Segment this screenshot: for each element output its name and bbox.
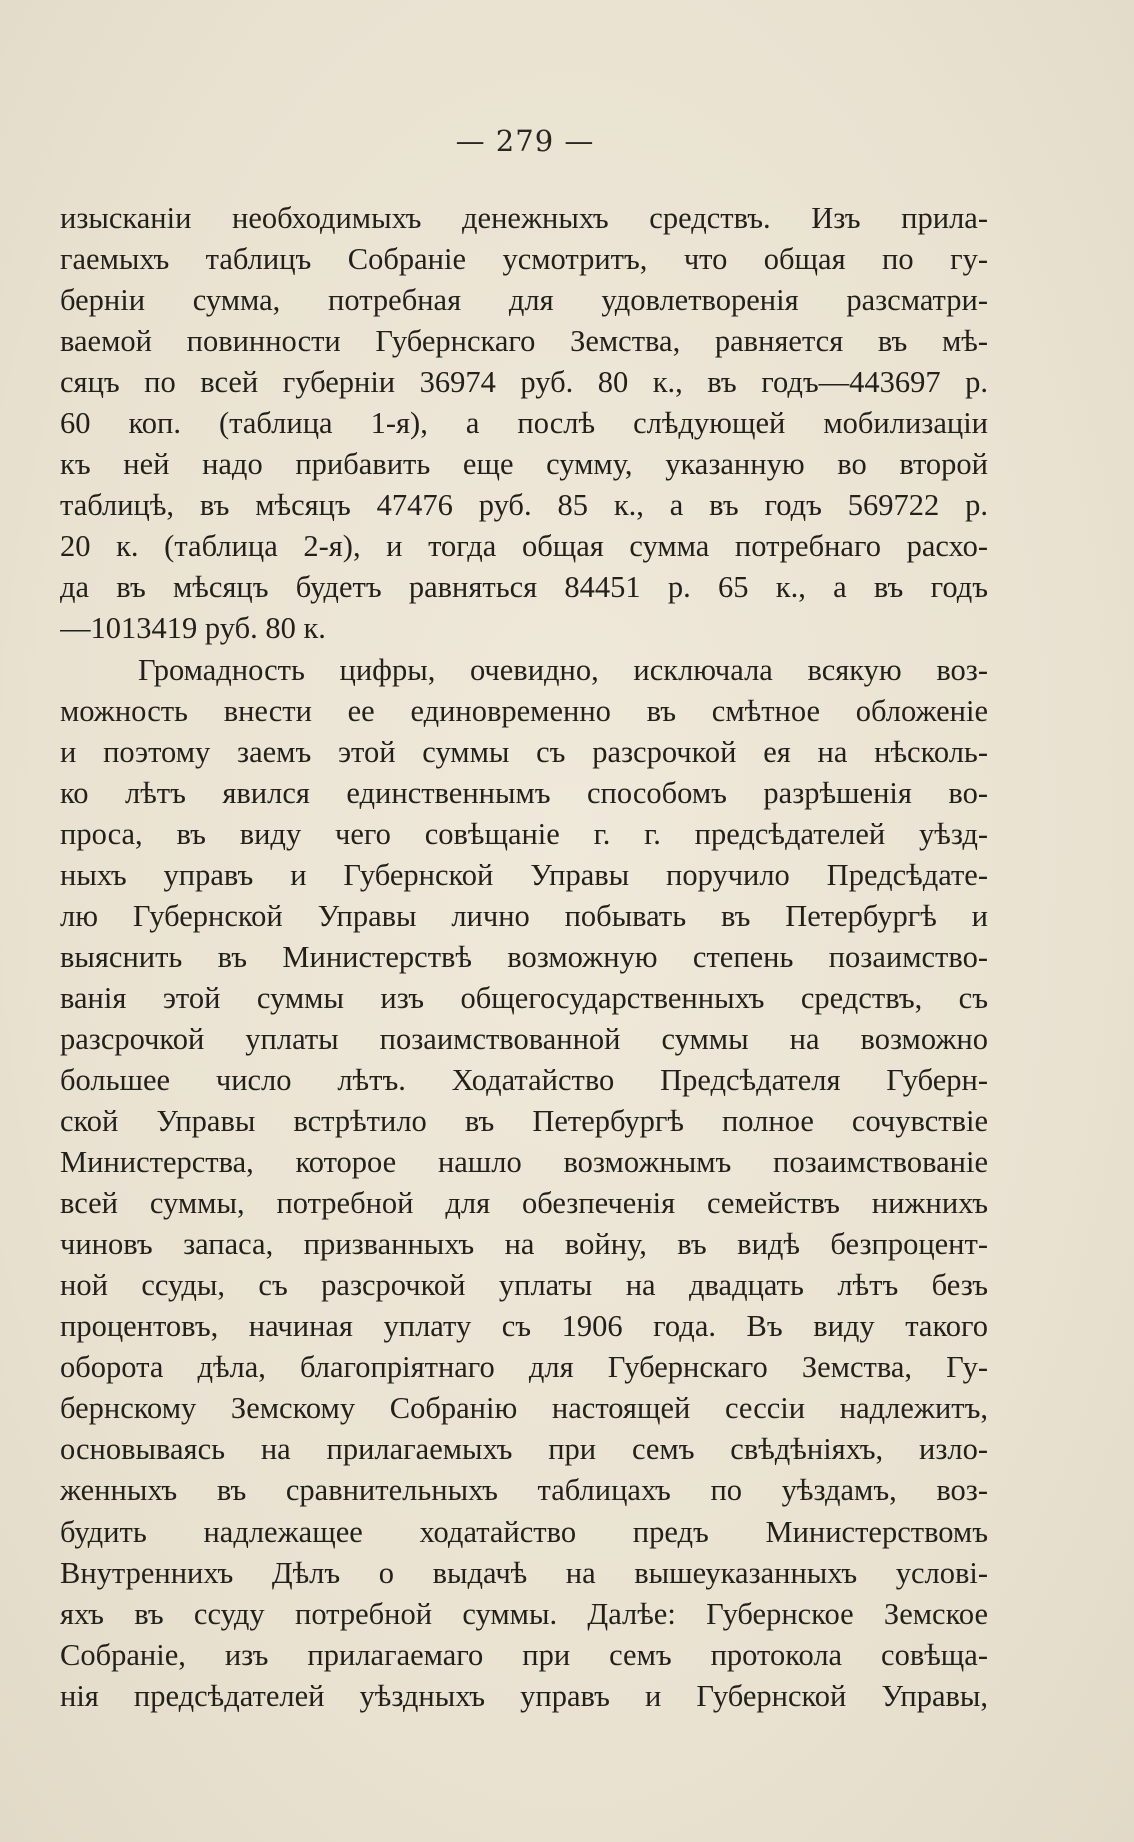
text-line: проса, въ виду чего совѣщаніе г. г. предсѣдателей уѣзд- (60, 816, 988, 851)
text-line: сяцъ по всей губерніи 36974 руб. 80 к., въ годъ—443697 р. (60, 365, 988, 400)
text-line: чиновъ запаса, призванныхъ на войну, въ видѣ безпроцент- (60, 1227, 988, 1262)
text-line: да въ мѣсяцъ будетъ равняться 84451 р. 65 к., а въ годъ (60, 570, 988, 605)
text-line: ской Управы встрѣтило въ Петербургѣ полное сочувствіе (60, 1104, 988, 1139)
text-line: къ ней надо прибавить еще сумму, указанную во второй (60, 447, 988, 482)
text-line: ваемой повинности Губернскаго Земства, равняется въ мѣ- (60, 324, 988, 359)
text-line: ныхъ управъ и Губернской Управы поручило Предсѣдате- (60, 857, 988, 892)
text-line: бернскому Земскому Собранію настоящей сессіи надлежитъ, (60, 1391, 988, 1426)
text-line: Собраніе, изъ прилагаемаго при семъ протокола совѣща- (60, 1637, 988, 1672)
text-line: гаемыхъ таблицъ Собраніе усмотритъ, что общая по гу- (60, 242, 988, 277)
text-line: таблицѣ, въ мѣсяцъ 47476 руб. 85 к., а въ годъ 569722 р. (60, 488, 988, 523)
text-line: ной ссуды, съ разсрочкой уплаты на двадцать лѣтъ безъ (60, 1268, 988, 1303)
text-line: берніи сумма, потребная для удовлетворенія разсматри- (60, 283, 988, 318)
body-text (60, 198, 988, 1717)
text-line: основываясь на прилагаемыхъ при семъ свѣдѣніяхъ, изло- (60, 1432, 988, 1467)
text-line: оборота дѣла, благопріятнаго для Губернскаго Земства, Гу- (60, 1350, 988, 1385)
page-number: — 279 — (455, 124, 595, 158)
text-line: изысканіи необходимыхъ денежныхъ средствъ. Изъ прила- (60, 201, 988, 235)
text-line: 60 коп. (таблица 1-я), а послѣ слѣдующей мобилизаціи (60, 406, 988, 441)
text-line: нія предсѣдателей уѣздныхъ управъ и Губернской Управы, (60, 1678, 988, 1713)
text-line: лю Губернской Управы лично побывать въ Петербургѣ и (60, 898, 988, 933)
text-line: яхъ въ ссуду потребной суммы. Далѣе: Губернское Земское (60, 1596, 988, 1631)
text-line: женныхъ въ сравнительныхъ таблицахъ по уѣздамъ, воз- (60, 1473, 988, 1508)
text-line: будить надлежащее ходатайство предъ Министерствомъ (60, 1514, 988, 1549)
text-line: 20 к. (таблица 2-я), и тогда общая сумма потребнаго расхо- (60, 529, 988, 564)
text-line: —1013419 руб. 80 к. (60, 611, 326, 646)
text-line: Министерства, которое нашло возможнымъ позаимствованіе (60, 1145, 988, 1180)
text-line: ванія этой суммы изъ общегосударственныхъ средствъ, съ (60, 980, 988, 1015)
text-line: всей суммы, потребной для обезпеченія семействъ нижнихъ (60, 1186, 988, 1221)
text-line: Громадность цифры, очевидно, исключала всякую воз- (138, 652, 988, 687)
text-line: можность внести ее единовременно въ смѣтное обложеніе (60, 693, 988, 728)
text-line: Внутреннихъ Дѣлъ о выдачѣ на вышеуказанныхъ услові- (60, 1555, 988, 1590)
text-line: разсрочкой уплаты позаимствованной суммы на возможно (60, 1021, 988, 1056)
text-line: выяснить въ Министерствѣ возможную степень позаимство- (60, 939, 988, 974)
text-line: и поэтому заемъ этой суммы съ разсрочкой ея на нѣсколь- (60, 734, 988, 769)
text-line: большее число лѣтъ. Ходатайство Предсѣдателя Губерн- (60, 1062, 988, 1097)
text-line: ко лѣтъ явился единственнымъ способомъ разрѣшенія во- (60, 775, 988, 810)
text-line: процентовъ, начиная уплату съ 1906 года. Въ виду такого (60, 1309, 988, 1344)
